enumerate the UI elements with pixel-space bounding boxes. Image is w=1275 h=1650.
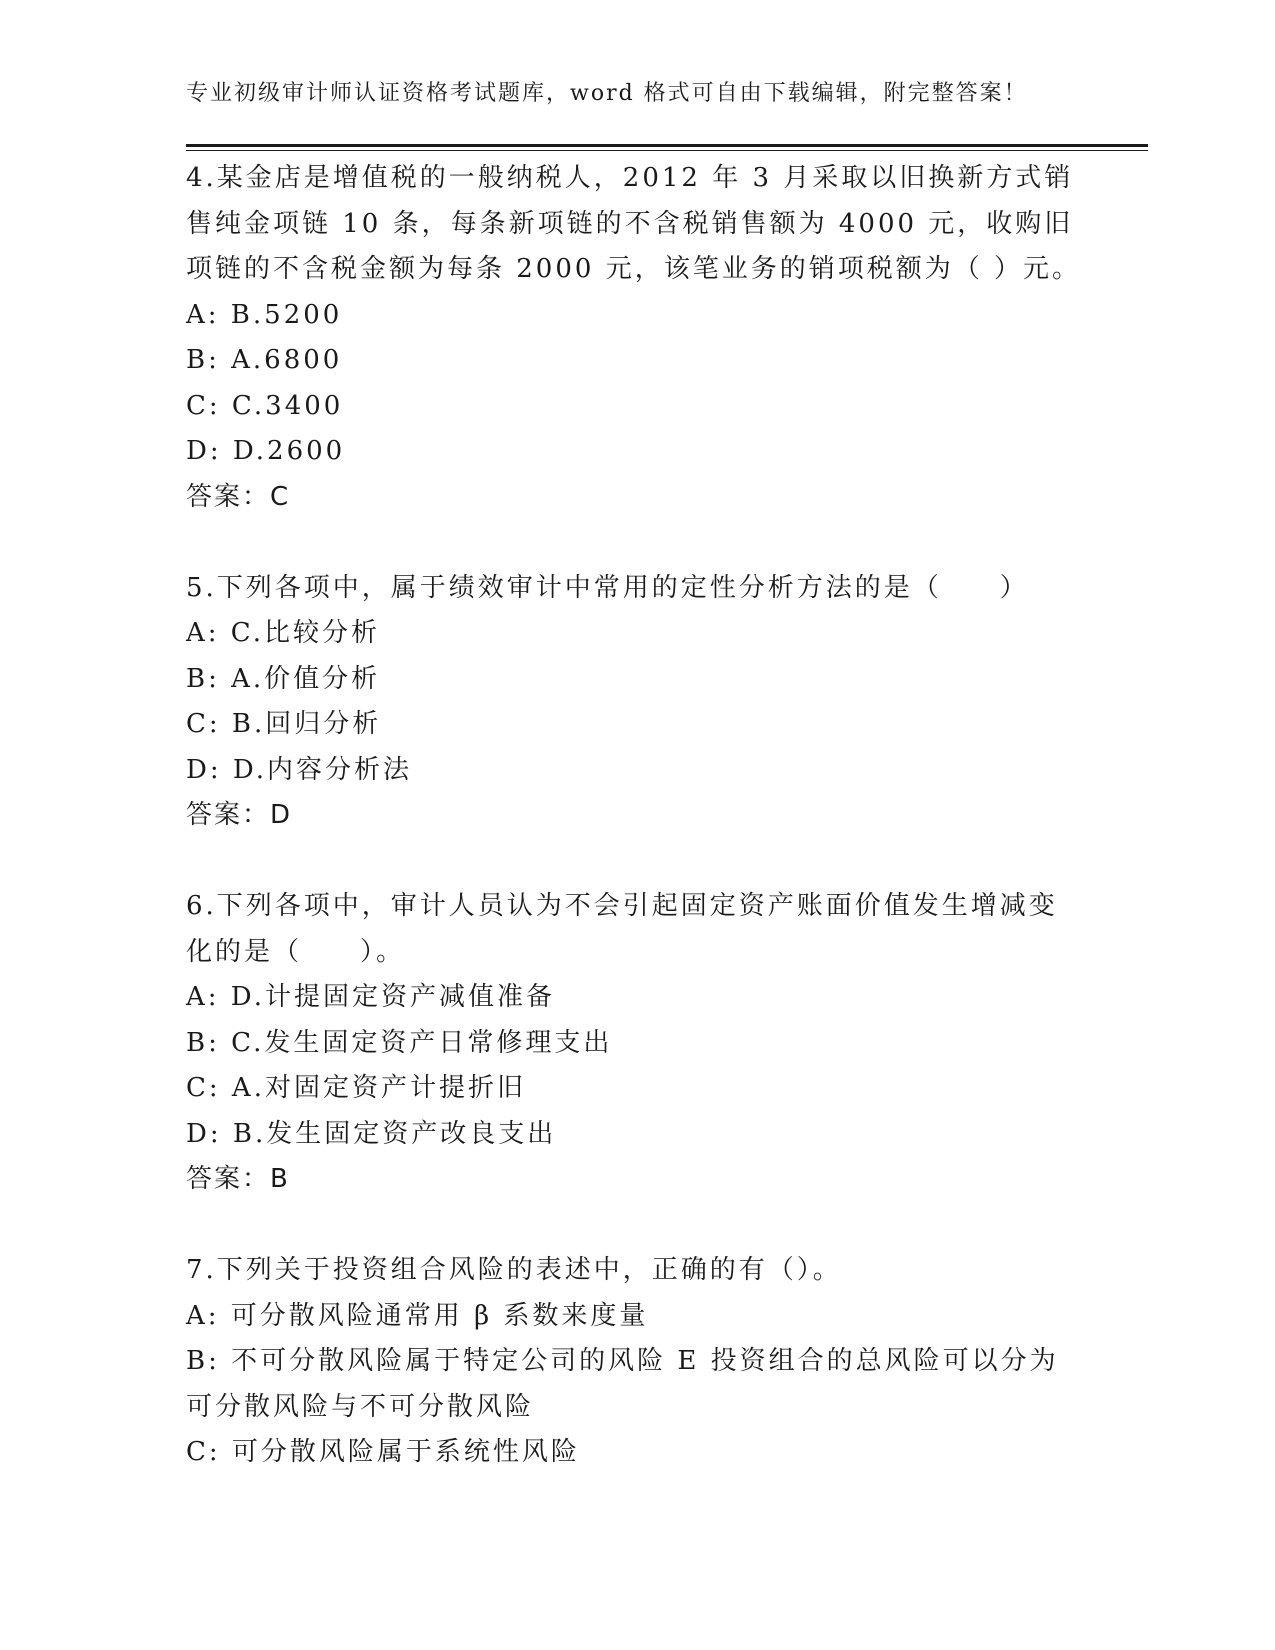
answer-line: 答案：D xyxy=(186,800,293,830)
question-text: 5.下列各项中，属于绩效审计中常用的定性分析方法的是（ ） xyxy=(186,572,1029,603)
header-divider-thin xyxy=(186,150,1148,151)
option-b: B: A.价值分析 xyxy=(186,663,381,694)
question-text: 7.下列关于投资组合风险的表述中，正确的有（）。 xyxy=(186,1255,842,1285)
question-item xyxy=(186,566,1086,839)
question-text: 4.某金店是增值税的一般纳税人，2012 年 3 月采取以旧换新方式销售纯金项链 10 条，每条新项链的不含税销售额为 4000 元，收购旧项链的不含税金额为每条 2000 元，该笔业务的销项税额为（ ）元。 xyxy=(186,163,1081,284)
question-list xyxy=(186,156,1086,1476)
option-d: D: D.2600 xyxy=(186,436,346,466)
spacer xyxy=(186,1203,1086,1249)
option-c: C: 可分散风险属于系统性风险 xyxy=(186,1437,580,1467)
spacer xyxy=(186,520,1086,566)
option-d: D: D.内容分析法 xyxy=(186,754,413,785)
option-d: D: B.发生固定资产改良支出 xyxy=(186,1118,557,1149)
option-c: C: A.对固定资产计提折旧 xyxy=(186,1073,526,1103)
question-item xyxy=(186,884,1086,1203)
answer-line: 答案：C xyxy=(186,481,291,512)
question-item xyxy=(186,1248,1086,1476)
option-a: A: B.5200 xyxy=(186,299,343,330)
option-b: B: A.6800 xyxy=(186,345,343,375)
spacer xyxy=(186,839,1086,885)
option-b: B: 不可分散风险属于特定公司的风险 E 投资组合的总风险可以分为可分散风险与不可分散风险 xyxy=(186,1346,1059,1422)
answer-line: 答案：B xyxy=(186,1164,290,1194)
question-text: 6.下列各项中，审计人员认为不会引起固定资产账面价值发生增减变化的是（ ）。 xyxy=(186,891,1058,967)
page-header: 专业初级审计师认证资格考试题库，word 格式可自由下载编辑，附完整答案！ xyxy=(186,81,1028,106)
option-c: C: B.回归分析 xyxy=(186,709,382,739)
option-a: A: 可分散风险通常用 β 系数来度量 xyxy=(186,1300,649,1331)
option-b: B: C.发生固定资产日常修理支出 xyxy=(186,1027,613,1058)
option-c: C: C.3400 xyxy=(186,390,344,421)
option-a: A: C.比较分析 xyxy=(186,618,381,648)
option-a: A: D.计提固定资产减值准备 xyxy=(186,982,555,1012)
header-divider-thick xyxy=(186,144,1148,147)
question-item xyxy=(186,156,1086,520)
